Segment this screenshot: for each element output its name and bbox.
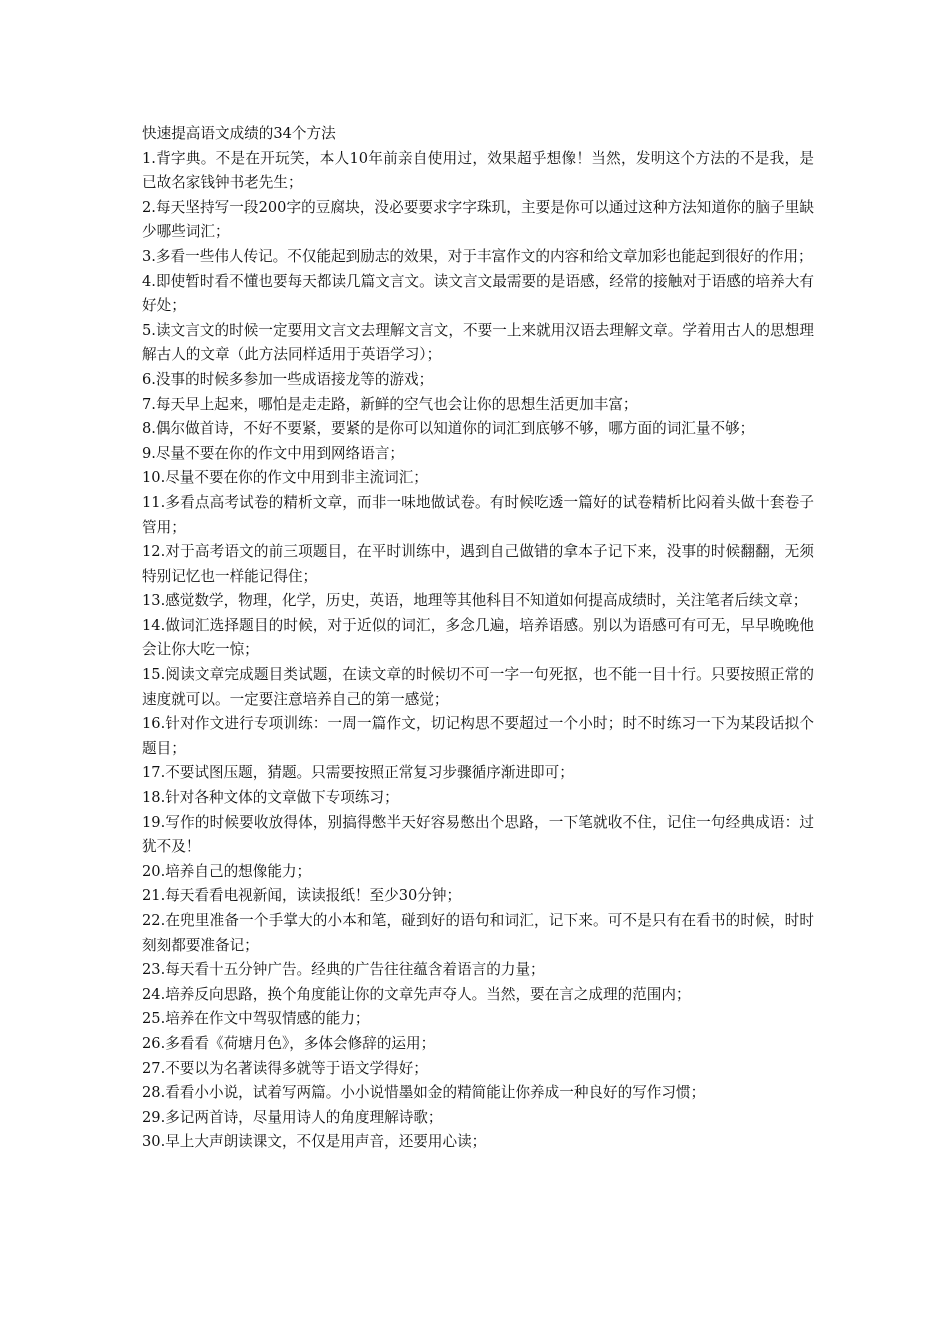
document-title: 快速提高语文成绩的34个方法 — [142, 125, 336, 142]
tip-item: 27.不要以为名著读得多就等于语文学得好； — [142, 1059, 428, 1077]
tip-item: 28.看看小小说，试着写两篇。小小说惜墨如金的精简能让你养成一种良好的写作习惯； — [142, 1084, 706, 1102]
tip-item: 15.阅读文章完成题目类试题，在读文章的时候切不可一字一句死抠，也不能一目十行。只要按照正常的速度就可以。一定要注意培养自己的第一感觉； — [142, 666, 814, 708]
tip-item: 19.写作的时候要收放得体，别搞得憋半天好容易憋出个思路，一下笔就收不住，记住一句经典成语：过犹不及！ — [142, 813, 814, 856]
tip-item: 16.针对作文进行专项训练：一周一篇作文，切记构思不要超过一个小时；时不时练习一下为某段话拟个题目； — [142, 715, 814, 757]
tip-item: 1.背字典。不是在开玩笑，本人10年前亲自使用过，效果超乎想像！当然，发明这个方法的不是我，是已故名家钱钟书老先生； — [142, 149, 814, 192]
tip-item: 23.每天看十五分钟广告。经典的广告往往蕴含着语言的力量； — [142, 961, 545, 979]
tip-item: 4.即使暂时看不懂也要每天都读几篇文言文。读文言文最需要的是语感，经常的接触对于语感的培养大有好处； — [142, 272, 814, 315]
tip-item: 14.做词汇选择题目的时候，对于近似的词汇，多念几遍，培养语感。别以为语感可有可无，早早晚晚他会让你大吃一惊； — [142, 616, 814, 659]
tip-item: 26.多看看《荷塘月色》，多体会修辞的运用； — [142, 1034, 436, 1052]
tip-item: 12.对于高考语文的前三项题目，在平时训练中，遇到自己做错的拿本子记下来，没事的时候翻翻，无须特别记忆也一样能记得住； — [142, 543, 814, 585]
tip-item: 25.培养在作文中驾驭情感的能力； — [142, 1010, 370, 1028]
tip-item: 2.每天坚持写一段200字的豆腐块，没必要要求字字珠玑，主要是你可以通过这种方法知道你的脑子里缺少哪些词汇； — [142, 198, 814, 241]
tip-item: 13.感觉数学，物理，化学，历史，英语，地理等其他科目不知道如何提高成绩时，关注笔者后续文章； — [142, 592, 808, 610]
tip-item: 9.尽量不要在你的作文中用到网络语言； — [142, 444, 405, 462]
tip-item: 17.不要试图压题，猜题。只需要按照正常复习步骤循序渐进即可； — [142, 764, 574, 782]
document-body — [142, 122, 814, 1155]
tip-item: 11.多看点高考试卷的精析文章，而非一味地做试卷。有时候吃透一篇好的试卷精析比闷着头做十套卷子管用； — [142, 493, 814, 536]
tip-item: 7.每天早上起来，哪怕是走走路，新鲜的空气也会让你的思想生活更加丰富； — [142, 395, 638, 413]
tip-item: 24.培养反向思路，换个角度能让你的文章先声夺人。当然，要在言之成理的范围内； — [142, 985, 691, 1003]
tip-item: 22.在兜里准备一个手掌大的小本和笔，碰到好的语句和词汇，记下来。可不是只有在看书的时候，时时刻刻都要准备记； — [142, 912, 814, 954]
tip-item: 30.早上大声朗读课文，不仅是用声音，还要用心读； — [142, 1133, 487, 1151]
tip-item: 20.培养自己的想像能力； — [142, 862, 312, 880]
tip-item: 3.多看一些伟人传记。不仅能起到励志的效果，对于丰富作文的内容和给文章加彩也能起到很好的作用； — [142, 247, 813, 265]
tip-item: 6.没事的时候多参加一些成语接龙等的游戏； — [142, 370, 434, 388]
tip-item: 10.尽量不要在你的作文中用到非主流词汇； — [142, 469, 428, 487]
tip-item: 21.每天看看电视新闻，读读报纸！至少30分钟； — [142, 887, 462, 905]
tip-item: 18.针对各种文体的文章做下专项练习； — [142, 789, 399, 807]
tip-item: 8.偶尔做首诗，不好不要紧，要紧的是你可以知道你的词汇到底够不够，哪方面的词汇量不够； — [142, 420, 755, 438]
tips-list — [142, 147, 814, 1155]
tip-item: 5.读文言文的时候一定要用文言文去理解文言文，不要一上来就用汉语去理解文章。学着用古人的思想理解古人的文章（此方法同样适用于英语学习）； — [142, 321, 814, 364]
tip-item: 29.多记两首诗，尽量用诗人的角度理解诗歌； — [142, 1108, 443, 1126]
